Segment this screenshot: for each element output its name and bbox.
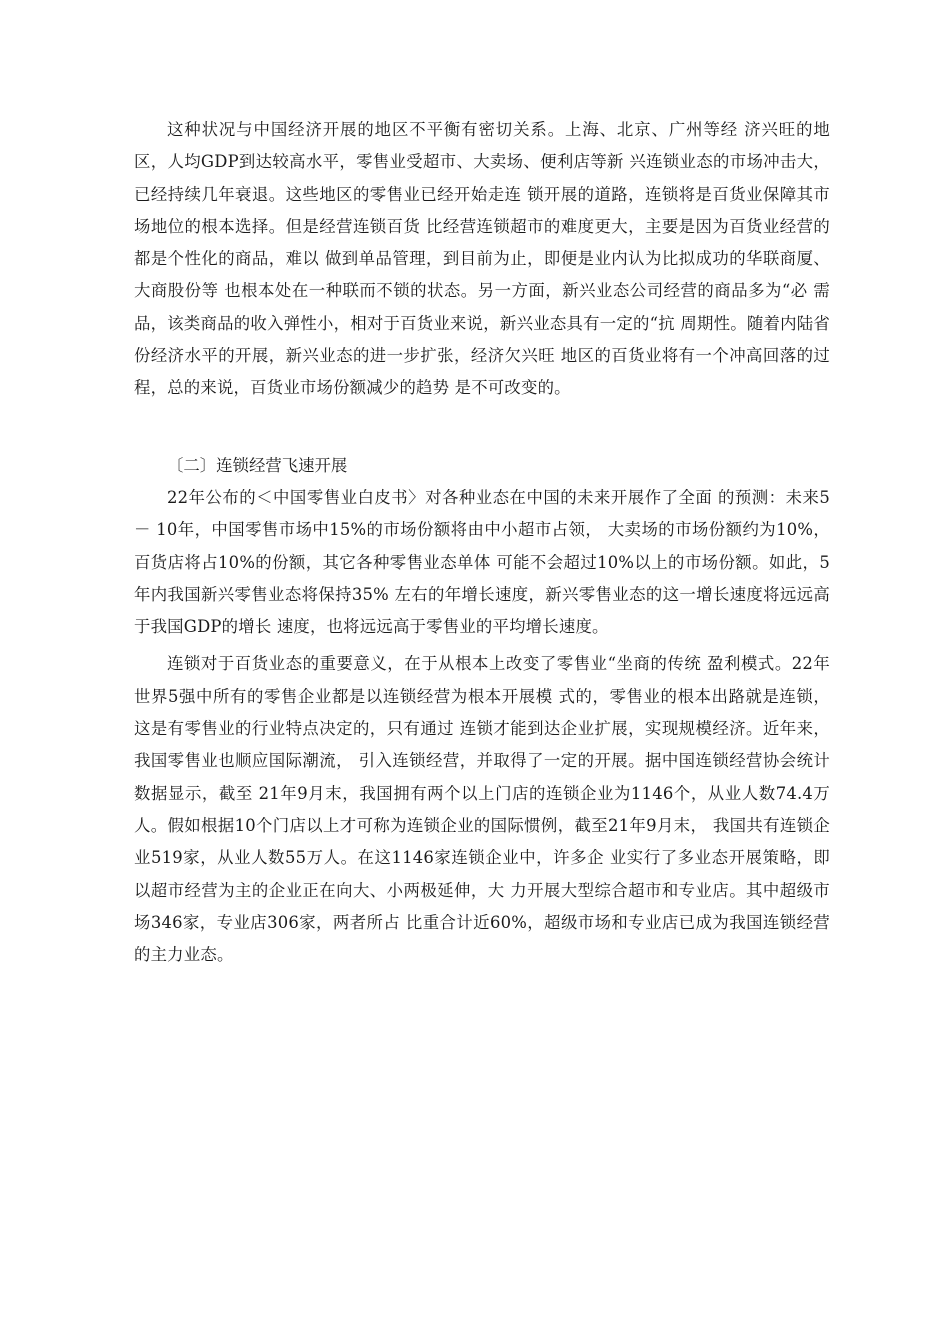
paragraph-white-paper-forecast: 22年公布的＜中国零售业白皮书〉对各种业态在中国的未来开展作了全面 的预测：未来5 － 10年，中国零售市场中15%的市场份额将由中小超市占领， 大卖场的市场份额约为10%，百货店将占10%的份额，其它各种零售业态单体 可能不会超过10%以上的市场份额。如此，5年内我国新兴零售业态将保持35% 左右的年增长速度，新兴零售业态的这一增长速度将远远高于我国GDP的增长 速度，也将远远高于零售业的平均增长速度。 <box>134 487 830 637</box>
section-spacer <box>134 405 830 450</box>
document-page <box>134 114 830 971</box>
section-heading: 〔二〕连锁经营飞速开展 <box>167 455 348 475</box>
paragraph-regional-imbalance: 这种状况与中国经济开展的地区不平衡有密切关系。上海、北京、广州等经 济兴旺的地区，人均GDP到达较高水平，零售业受超市、大卖场、便利店等新 兴连锁业态的市场冲击大，已经持续几年衰退。这些地区的零售业已经开始走连 锁开展的道路，连锁将是百货业保障其市场地位的根本选择。但是经营连锁百货 比经营连锁超市的难度更大，主要是因为百货业经营的都是个性化的商品，难以 做到单品管理，到目前为止，即便是业内认为比拟成功的华联商厦、大商股份等 也根本处在一种联而不锁的状态。另一方面，新兴业态公司经营的商品多为“必 需品，该类商品的收入弹性小，相对于百货业来说，新兴业态具有一定的“抗 周期性。随着内陆省份经济水平的开展，新兴业态的进一步扩张，经济欠兴旺 地区的百货业将有一个冲高回落的过程，总的来说，百货业市场份额减少的趋势 是不可改变的。 <box>134 120 830 398</box>
paragraph-chain-importance: 连锁对于百货业态的重要意义，在于从根本上改变了零售业“坐商的传统 盈利模式。22年世界5强中所有的零售企业都是以连锁经营为根本开展模 式的，零售业的根本出路就是连锁，这是有零售业的行业特点决定的，只有通过 连锁才能到达企业扩展，实现规模经济。近年来，我国零售业也顺应国际潮流， 引入连锁经营，并取得了一定的开展。据中国连锁经营协会统计数据显示，截至 21年9月末，我国拥有两个以上门店的连锁企业为1146个，从业人数74.4万 人。假如根据10个门店以上才可称为连锁企业的国际惯例，截至21年9月末， 我国共有连锁企业519家，从业人数55万人。在这1146家连锁企业中，许多企 业实行了多业态开展策略，即以超市经营为主的企业正在向大、小两极延伸，大 力开展大型综合超市和专业店。其中超级市场346家，专业店306家，两者所占 比重合计近60%，超级市场和专业店已成为我国连锁经营的主力业态。 <box>134 654 830 965</box>
